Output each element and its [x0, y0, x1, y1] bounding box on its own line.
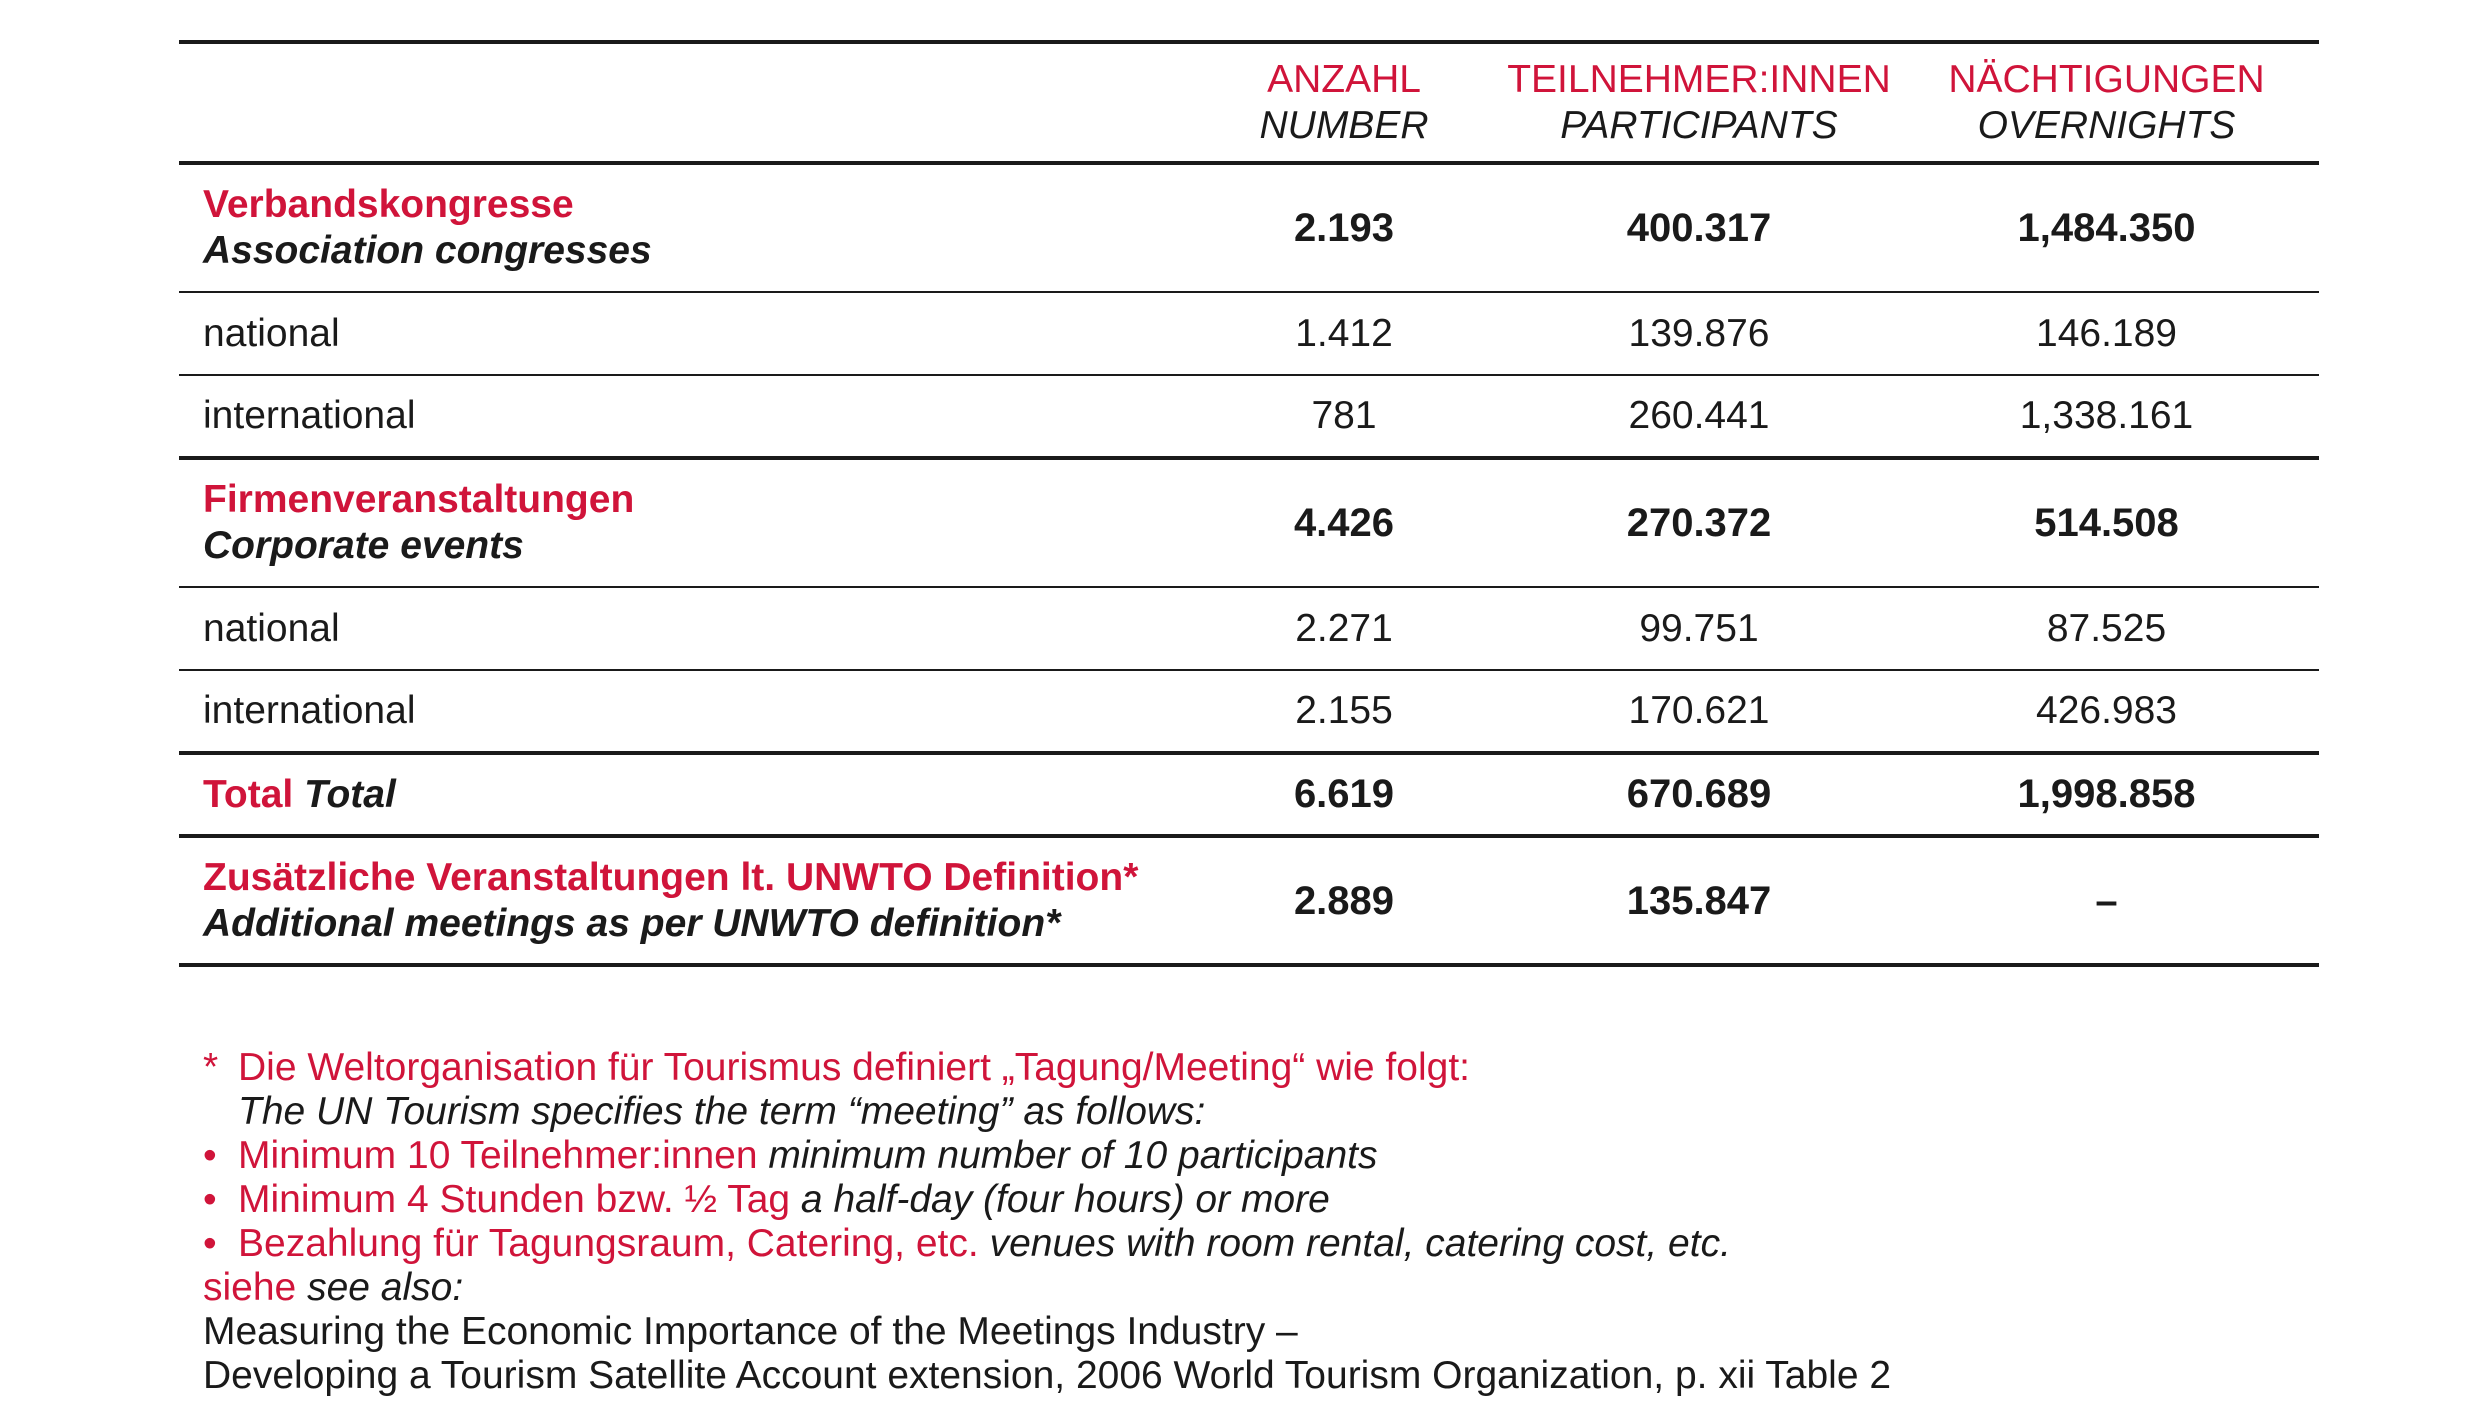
association-label-en: Association congresses [203, 229, 652, 272]
corporate-national-label: national [203, 606, 340, 650]
header-number-de: ANZAHL [1267, 57, 1421, 101]
total-row [179, 753, 2319, 836]
header-participants-en: PARTICIPANTS [1560, 103, 1838, 147]
association-international-number: 781 [1311, 394, 1377, 437]
association-label-de: Verbandskongresse [203, 183, 574, 226]
association-international-row [179, 375, 2319, 458]
additional-label [179, 836, 1184, 965]
association-international-label: international [203, 394, 416, 437]
corporate-label [179, 458, 1184, 587]
footnote-bullet [203, 1178, 2403, 1222]
total-label [179, 753, 1184, 836]
association-participants: 400.317 [1626, 206, 1772, 250]
footnote-see-also [203, 1266, 2403, 1310]
footnote-intro-de [203, 1046, 2403, 1090]
total-number: 6.619 [1293, 772, 1395, 816]
additional-label-en: Additional meetings as per UNWTO definition* [203, 901, 1061, 945]
footnote-reference-line2: Developing a Tourism Satellite Account extension, 2006 World Tourism Organization, p. xii Table 2 [203, 1354, 1892, 1397]
header-participants-de: TEILNEHMER:INNEN [1507, 57, 1891, 101]
footnote-bullet-en: minimum number of 10 participants [768, 1134, 1378, 1177]
header-number [1184, 42, 1504, 163]
footnote-intro-de-text: Die Weltorganisation für Tourismus definiert „Tagung/Meeting“ wie folgt: [238, 1046, 1470, 1089]
header-label-cell [179, 42, 1184, 163]
corporate-national-number: 2.271 [1295, 606, 1393, 650]
association-national-overnights: 146.189 [2036, 311, 2177, 355]
see-also-de: siehe [203, 1266, 297, 1309]
corporate-national-overnights: 87.525 [2046, 606, 2167, 650]
corporate-international-overnights: 426.983 [2036, 689, 2177, 732]
total-overnights: 1,998.858 [2017, 772, 2196, 816]
association-number: 2.193 [1293, 206, 1395, 250]
bullet-symbol: • [203, 1222, 217, 1265]
total-participants: 670.689 [1626, 772, 1772, 816]
additional-label-de: Zusätzliche Veranstaltungen lt. UNWTO Definition* [203, 855, 1139, 899]
bullet-symbol: • [203, 1134, 217, 1177]
header-number-en: NUMBER [1259, 103, 1429, 147]
corporate-events-row [179, 458, 2319, 587]
footnote-intro-en: The UN Tourism specifies the term “meeting” as follows: [238, 1090, 1206, 1133]
corporate-international-number: 2.155 [1295, 689, 1393, 732]
association-international-participants: 260.441 [1628, 394, 1770, 437]
footnote-bullet [203, 1222, 2403, 1266]
corporate-national-row [179, 587, 2319, 670]
footnote-bullet-en: a half-day (four hours) or more [800, 1178, 1330, 1221]
association-national-label: national [203, 311, 340, 355]
association-label [179, 163, 1184, 292]
footnote-bullet [203, 1134, 2403, 1178]
header-participants [1504, 42, 1894, 163]
additional-number: 2.889 [1293, 878, 1395, 923]
footnote [203, 1046, 2403, 1398]
footnote-bullet-de: Minimum 10 Teilnehmer:innen [238, 1134, 758, 1177]
corporate-number: 4.426 [1293, 501, 1395, 545]
header-overnights-en: OVERNIGHTS [1977, 103, 2236, 147]
association-national-row [179, 292, 2319, 375]
corporate-international-participants: 170.621 [1628, 689, 1770, 732]
additional-overnights: – [2095, 878, 2118, 923]
footnote-reference-line1: Measuring the Economic Importance of the Meetings Industry – [203, 1310, 1298, 1353]
corporate-overnights: 514.508 [2034, 501, 2179, 545]
association-congresses-row [179, 163, 2319, 292]
header-overnights-de: NÄCHTIGUNGEN [1948, 57, 2265, 101]
corporate-national-participants: 99.751 [1639, 606, 1759, 650]
total-label-en: Total [304, 772, 396, 816]
corporate-international-label: international [203, 689, 416, 732]
association-national-participants: 139.876 [1628, 311, 1770, 355]
footnote-bullet-de: Bezahlung für Tagungsraum, Catering, etc. [238, 1222, 979, 1265]
see-also-en: see also: [307, 1266, 464, 1309]
table-header-row [179, 42, 2319, 163]
footnote-marker: * [203, 1046, 219, 1089]
corporate-label-de: Firmenveranstaltungen [203, 478, 635, 521]
association-international-overnights: 1,338.161 [2019, 394, 2194, 437]
meetings-statistics-table [179, 40, 2319, 967]
total-label-de: Total [203, 772, 294, 816]
corporate-label-en: Corporate events [203, 524, 524, 567]
footnote-bullet-en: venues with room rental, catering cost, etc. [989, 1222, 1731, 1265]
additional-participants: 135.847 [1626, 878, 1772, 923]
footnote-bullet-de: Minimum 4 Stunden bzw. ½ Tag [238, 1178, 791, 1221]
association-overnights: 1,484.350 [2017, 206, 2196, 250]
bullet-symbol: • [203, 1178, 217, 1221]
corporate-international-row [179, 670, 2319, 753]
additional-meetings-row [179, 836, 2319, 965]
association-national-number: 1.412 [1295, 311, 1393, 355]
header-overnights [1894, 42, 2319, 163]
corporate-participants: 270.372 [1626, 501, 1772, 545]
